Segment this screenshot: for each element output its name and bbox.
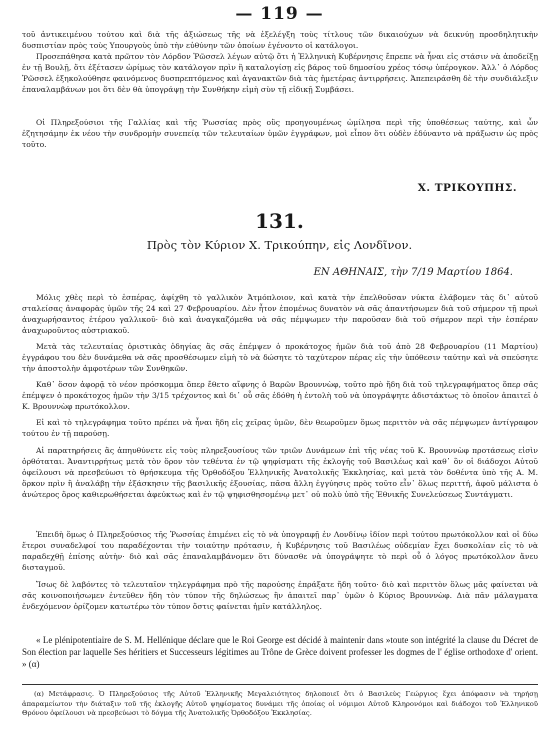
footnote-divider xyxy=(22,684,538,685)
body-paragraph-6: Ἐπειδὴ ὅμως ὁ Πληρεξούσιος τῆς Ῥωσσίας ἐπιμένει εἰς τὸ νὰ ὑπογραφῇ ἐν Λονδίνῳ ἰδίον περὶ τούτου πρωτόκολλον καὶ οἱ δύω ἕτεροι συναδελφοί του παραδέχονται τὴν τοιαύτην πρότασιν, ἡ Κυβέρνησις τοῦ Βασιλέως οὐδεμίαν ἔχει δυσκολίαν εἰς τὸ νὰ παραδεχθῇ ἐπίσης αὐτὴν· διὸ καὶ σᾶς ἐπαναλαμβάνομεν ὅτι δύνασθε νὰ ὑπογράψητε τὸ περὶ οὗ ὁ λόγος πρωτόκολλον ἄνευ δισταγμοῦ. xyxy=(22,530,538,572)
body-paragraph-4: Εἰ καὶ τὸ τηλεγράφημα τοῦτο πρέπει νὰ ἦναι ἤδη εἰς χεῖρας ὑμῶν, δὲν θεωροῦμεν ὅμως περιττὸν νὰ σᾶς πέμψωμεν ἀντίγραφον τούτου ἐν τῇ παρούσῃ. xyxy=(22,418,538,438)
body-paragraph-7: Ἴσως δὲ λαβόντες τὸ τελευταῖον τηλεγράφημα πρὸ τῆς παρούσης ἐπράξατε ἤδη τοῦτο· διὸ καὶ περιττὸν ὅλως μᾶς φαίνεται νὰ σᾶς κοινοποιήσωμεν ἐντεῦθεν ἤδη τὸν τύπον τῆς δηλώσεως ἣν ἀπαιτεῖ παρ᾽ ὑμῶν ὁ Κύριος Βρουννὼφ. Διὰ πᾶν μάλαγματα ἐνδεχόμενον ὁρίζομεν κατωτέρω τὸν τύπον ὅστις φαίνεται ἡμῖν κατάλληλος. xyxy=(22,580,538,611)
body-paragraph-3: Καθ᾽ ὅσον ἀφορᾷ τὸ νέον πρόσκομμα ὅπερ ἔθετο αἴφνης ὁ Βαρῶν Βρουννὼφ, τοῦτο πρὸ ἤδη διὰ τοῦ τηλεγραφήματος ὅπερ σᾶς ἐπέμψεν ὁ προκάτοχος ἡμῶν τὴν 3/15 τρέχοντος καὶ δι᾽ οὗ σᾶς ἐδόθη ἡ ἐντολὴ τοῦ νὰ ὑπογράψητε ἀδιστάκτως τὸ ὁποῖον ἀπαιτεῖ ὁ Κ. Βρουννὼφ πρωτόκολλον. xyxy=(22,380,538,411)
document-number: 131. xyxy=(255,209,304,233)
page-number: — 119 — xyxy=(235,4,324,24)
footnote: (α) Μετάφρασις. Ὁ Πληρεξούσιος τῆς Αὐτοῦ Ἑλληνικῆς Μεγαλειότητος δηλοποιεῖ ὅτι ὁ Βασιλεὺς Γεώργιος ἔχει ἀπόφασιν νὰ τηρήσῃ ἀπαραμείωτον τὴν διάταξιν τοῦ τῆς ἐκλογῆς Αὐτοῦ ψηφίσματος δυνάμει τῆς ὁποίας οἱ νόμιμοι Αὐτοῦ Κληρονόμοι καὶ διάδοχοι τοῦ Ἑλληνικοῦ Θρόνου ὀφείλουσι νὰ πρεσβεύωσι τὸ δόγμα τῆς Ἀνατολικῆς Ὀρθοδόξου Ἐκκλησίας. xyxy=(22,690,538,718)
intro-paragraph-1: τοῦ ἀντικειμένου τούτου καὶ διὰ τῆς ἀξιώσεως τῆς νὰ ἐξελέγξη τοὺς τίτλους τῶν δικαιούχων νὰ δεικνύῃ προσδηλητικὴν δυσπιστίαν πρὸς τοὺς Υπουργοὺς ὑπὸ τὴν εὐθύνην τῶν ὁποίων ἐγένοντο οἱ κατάλογοι. xyxy=(22,30,538,50)
intro-paragraph-2: Προσεπάθησα κατὰ πρῶτον τὸν Λόρδον Ῥῶσσελ λέγων αὐτῷ ὅτι ἡ Ἑλληνικὴ Κυβέρνησις ἔπρεπε νὰ ἦναι εἰς στάσιν νὰ ἀποδείξῃ ἐν τῇ Βουλῇ, ὅτι ἐξέτασεν ὡρίμως τὸν κατάλογον πρὶν ἢ καταλογίσῃ εἰς βάρος τοῦ δημοσίου χρέος τόσῳ ὑπέρογκον. Ἀλλ᾽ ὁ Λόρδος Ῥῶσσελ ἐξηκολούθησε φαινόμενος δυσπρεπτόμενος καὶ ἀγανακτῶν διὰ τὰς ἡμετέρας ἀντιρρήσεις. Ἀπεπειράσθη δὲ τὴν συνδιάλεξιν ἐπαναλαμβάνων μοι ὅτι δὲν θὰ ὑπογράψῃ τὴν Συνθήκην εἰμὴ σὺν τῇ εἰδικῇ Συμβάσει. xyxy=(22,52,538,94)
addressee-heading: Πρὸς τὸν Κύριον Χ. Τρικούπην, εἰς Λονδῖνον. xyxy=(146,238,413,252)
body-paragraph-5: Αἱ παρατηρήσεις ἃς ἀπηυθύνετε εἰς τοὺς πληρεξουσίους τῶν τριῶν Δυνάμεων ἐπὶ τῆς νέας τοῦ Κ. Βρουννὼφ προτάσεως εἰσὶν ὀρθόταται. Ἀναντιρρήτως μετὰ τὸν ὅρον τὸν τεθέντα ἐν τῷ ψηφίσματι τῆς ἐκλογῆς τοῦ Βασιλέως καὶ καθ᾽ ὃν οἱ διάδοχοι Αὐτοῦ ὀφείλουσι νὰ πρεσβεύωσι τὸ θρήσκευμα τῆς Ὀρθοδόξου Ἑλληνικῆς Ἀνατολικῆς Ἐκκλησίας, καὶ μετὰ τὸν δοθέντα ὑπὸ τῆς Α. Μ. ὅρκον πρὶν ἢ ἀναλάβῃ τὴν ἐξάσκησιν τῆς βασιλικῆς ἐξουσίας, πᾶσα ἄλλη ἐγγύησις πρὸς τοῦτο εἶν᾽ ὅλως περιττή, ἀφοῦ μάλιστα ὁ ἀνώτερος ὅρος καθιερωθήσεται ἀφεύκτως καὶ ἐν τῷ ψηφισθησομένῳ μετ᾽ οὐ πολὺ ὑπὸ τῆς Ἐθνικῆς Συνελεύσεως Συντάγματι. xyxy=(22,446,538,499)
dateline: ΕΝ ΑΘΗΝΑΙΣ, τὴν 7/19 Μαρτίου 1864. xyxy=(313,267,513,278)
french-declaration-quote: « Le plénipotentiaire de S. M. Hellénique déclare que le Roi George est décidé à maintenir dans »toute son intégrité la clause du Décret de Son élection par laquelle Ses héritiers et Successeurs légitimes au Trône de Grèce doivent professer les dogmes de l' église orthodoxe d' orient. » (α) xyxy=(22,635,538,670)
intro-paragraph-3: Οἱ Πληρεξούσιοι τῆς Γαλλίας καὶ τῆς Ῥωσσίας πρὸς οὓς προηγουμένως ὡμίλησα περὶ τῆς ὑποθέσεως ταύτης, καὶ ὧν ἐζητησάμην ἐκ νέου τὴν συνδρομὴν συνεπείᾳ τῶν τελευταίων ὑμῶν ἐγγράφων, μοὶ εἶπον ὅτι οὐδὲν ἐδύναντο νὰ πράξωσιν ὡς πρὸς τοῦτο. xyxy=(22,118,538,149)
body-paragraph-2: Μετὰ τὰς τελευταίας ὁριστικὰς ὁδηγίας ἃς σᾶς ἐπέμψεν ὁ προκάτοχος ἡμῶν διὰ τοῦ ἀπὸ 28 Φεβρουαρίου (11 Μαρτίου) ἐγγράφου του δὲν δυνάμεθα νὰ σᾶς προσθέσωμεν εἰμὴ τὸ νὰ δώσητε τὸ ταχύτερον πέρας εἰς τὴν ὑπόθεσιν ταύτην καὶ νὰ σπεύσητε τὴν ἀποστολὴν ἀμφοτέρων τῶν Συνθηκῶν. xyxy=(22,342,538,373)
body-paragraph-1: Μόλις χθὲς περὶ τὸ ἑσπέρας, ἀφίχθη τὸ γαλλικὸν Ἀτμόπλοιον, καὶ κατὰ τὴν ἐπελθοῦσαν νύκτα ἐλάβομεν τὰς δι᾽ αὐτοῦ σταλείσας ἀναφορὰς ὑμῶν τῆς 24 καὶ 27 Φεβρουαρίου. Δὲν ἦτον ἐπομένως δυνατὸν νὰ σᾶς ἀπαντήσωμεν διὰ τοῦ σήμερον τῇ πρωὶ ἀναχωρήσαντος ἑτέρου γαλλικοῦ· διὸ καὶ ἀναγκαζόμεθα νὰ σᾶς πέμψωμεν τὴν παροῦσαν διὰ τοῦ σήμερον περὶ τὴν ἑσπέραν ἀναχωροῦντος αὐστριακοῦ. xyxy=(22,293,538,335)
signature: Χ. ΤΡΙΚΟΥΠΗΣ. xyxy=(417,182,517,194)
